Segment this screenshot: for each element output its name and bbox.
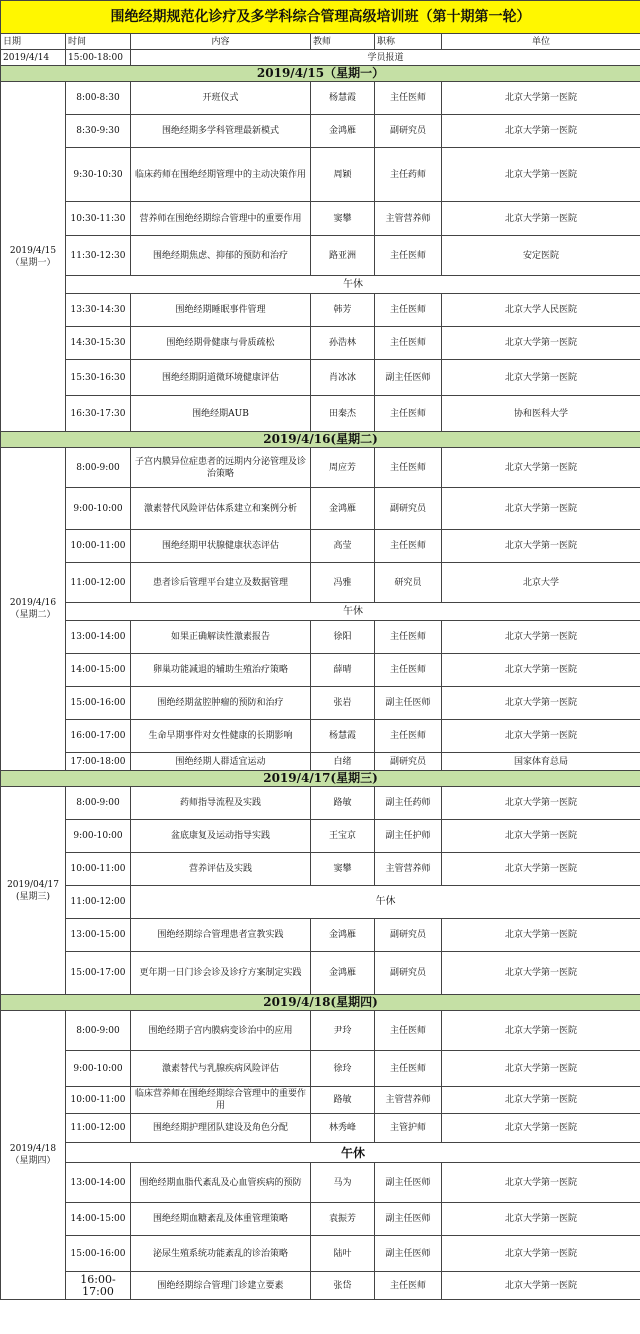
day-date: 2019/4/15 [9, 245, 57, 256]
session-content: 生命早期事件对女性健康的长期影响 [131, 720, 311, 753]
session-row [1, 396, 640, 432]
session-unit: 北京大学第一医院 [442, 148, 640, 202]
day-weekday: （星期一） [10, 257, 56, 268]
session-content: 营养师在围绝经期综合管理中的重要作用 [131, 202, 311, 236]
session-title: 主任医师 [375, 530, 442, 563]
lunch-break-time: 11:00-12:00 [66, 886, 131, 919]
session-title: 主任医师 [375, 621, 442, 654]
session-title: 副主任护师 [375, 820, 442, 853]
session-row [1, 327, 640, 360]
session-content: 药师指导流程及实践 [131, 787, 311, 820]
day-banner: 2019/4/16(星期二) [1, 432, 640, 448]
session-row [1, 720, 640, 753]
session-teacher: 薛晴 [311, 654, 375, 687]
session-unit: 北京大学第一医院 [442, 1272, 640, 1300]
session-time: 8:00-9:00 [66, 1011, 131, 1051]
lunch-break-label: 午休 [66, 276, 640, 294]
session-row [1, 787, 640, 820]
session-time: 8:00-8:30 [66, 82, 131, 115]
session-title: 主管营养师 [375, 202, 442, 236]
session-teacher: 周应芳 [311, 448, 375, 488]
session-teacher: 白绪 [311, 753, 375, 771]
session-time: 17:00-18:00 [66, 753, 131, 771]
day-date: 2019/04/17 [7, 879, 59, 890]
session-title: 主任医师 [375, 294, 442, 327]
session-row [1, 202, 640, 236]
session-content: 子宫内膜异位症患者的远期内分泌管理及诊治策略 [131, 448, 311, 488]
session-time: 9:00-10:00 [66, 1051, 131, 1087]
session-unit: 北京大学第一医院 [442, 919, 640, 952]
day-banner-row [1, 66, 640, 82]
session-content: 围绝经期护理团队建设及角色分配 [131, 1114, 311, 1143]
session-time: 9:30-10:30 [66, 148, 131, 202]
session-time: 16:00-17:00 [66, 720, 131, 753]
session-unit: 北京大学第一医院 [442, 720, 640, 753]
session-content: 围绝经期子宫内膜病变诊治中的应用 [131, 1011, 311, 1051]
session-time: 10:30-11:30 [66, 202, 131, 236]
session-content: 更年期一日门诊会诊及诊疗方案制定实践 [131, 952, 311, 995]
session-teacher: 路敏 [311, 1087, 375, 1114]
session-title: 副主任医师 [375, 360, 442, 396]
session-content: 激素替代风险评估体系建立和案例分析 [131, 488, 311, 530]
session-title: 副主任医师 [375, 1236, 442, 1272]
session-teacher: 金鸿雁 [311, 952, 375, 995]
session-row [1, 820, 640, 853]
page-title: 围绝经期规范化诊疗及多学科综合管理高级培训班（第十期第一轮） [1, 1, 640, 34]
session-time: 10:00-11:00 [66, 1087, 131, 1114]
lunch-break-row [1, 1143, 640, 1163]
session-unit: 北京大学第一医院 [442, 115, 640, 148]
session-time: 15:30-16:30 [66, 360, 131, 396]
session-time: 8:30-9:30 [66, 115, 131, 148]
session-content: 围绝经期AUB [131, 396, 311, 432]
session-title: 副主任医师 [375, 687, 442, 720]
header-time: 时间 [66, 34, 131, 50]
session-unit: 北京大学 [442, 563, 640, 603]
session-time: 16:00-17:00 [66, 1272, 131, 1300]
session-teacher: 张岱 [311, 1272, 375, 1300]
session-time: 14:00-15:00 [66, 654, 131, 687]
session-title: 主管营养师 [375, 1087, 442, 1114]
session-teacher: 杨慧霞 [311, 82, 375, 115]
session-title: 主任医师 [375, 327, 442, 360]
session-teacher: 冯雅 [311, 563, 375, 603]
session-title: 副主任医师 [375, 1203, 442, 1236]
session-title: 副主任医师 [375, 1163, 442, 1203]
header-content: 内容 [131, 34, 311, 50]
session-content: 围绝经期睡眠事件管理 [131, 294, 311, 327]
session-unit: 北京大学第一医院 [442, 448, 640, 488]
session-time: 15:00-17:00 [66, 952, 131, 995]
session-title: 主任医师 [375, 720, 442, 753]
session-row [1, 530, 640, 563]
session-row [1, 294, 640, 327]
session-title: 副研究员 [375, 753, 442, 771]
session-teacher: 田秦杰 [311, 396, 375, 432]
session-row [1, 236, 640, 276]
session-teacher: 孙浩林 [311, 327, 375, 360]
session-title: 主任医师 [375, 396, 442, 432]
session-content: 泌尿生殖系统功能紊乱的诊治策略 [131, 1236, 311, 1272]
session-content: 围绝经期多学科管理最新模式 [131, 115, 311, 148]
session-title: 主任医师 [375, 1011, 442, 1051]
session-row [1, 753, 640, 771]
session-teacher: 周颖 [311, 148, 375, 202]
session-teacher: 杨慧霞 [311, 720, 375, 753]
session-row [1, 488, 640, 530]
session-time: 9:00-10:00 [66, 488, 131, 530]
session-title: 主任医师 [375, 236, 442, 276]
session-content: 临床药师在围绝经期管理中的主动决策作用 [131, 148, 311, 202]
session-content: 围绝经期阴道微环境健康评估 [131, 360, 311, 396]
session-time: 11:30-12:30 [66, 236, 131, 276]
session-teacher: 路亚洲 [311, 236, 375, 276]
session-teacher: 肖冰冰 [311, 360, 375, 396]
session-row [1, 1163, 640, 1203]
session-unit: 北京大学人民医院 [442, 294, 640, 327]
day-date-cell [1, 787, 66, 995]
session-content: 营养评估及实践 [131, 853, 311, 886]
title-row [1, 1, 640, 34]
session-row [1, 1203, 640, 1236]
session-title: 主管营养师 [375, 853, 442, 886]
lunch-break-row [1, 603, 640, 621]
session-time: 8:00-9:00 [66, 787, 131, 820]
session-unit: 北京大学第一医院 [442, 1051, 640, 1087]
header-date: 日期 [1, 34, 66, 50]
session-title: 主管护师 [375, 1114, 442, 1143]
session-row [1, 621, 640, 654]
session-row [1, 952, 640, 995]
session-unit: 北京大学第一医院 [442, 327, 640, 360]
session-time: 16:30-17:30 [66, 396, 131, 432]
lunch-break-label: 午休 [66, 603, 640, 621]
session-time: 14:00-15:00 [66, 1203, 131, 1236]
day-banner: 2019/4/17(星期三) [1, 771, 640, 787]
day-banner: 2019/4/18(星期四) [1, 995, 640, 1011]
session-unit: 国家体育总局 [442, 753, 640, 771]
session-row [1, 687, 640, 720]
lunch-break-label: 午休 [131, 886, 640, 919]
session-title: 副研究员 [375, 952, 442, 995]
day-date-cell [1, 448, 66, 771]
session-content: 围绝经期综合管理患者宣教实践 [131, 919, 311, 952]
registration-text: 学员报道 [131, 50, 640, 66]
registration-date: 2019/4/14 [1, 50, 66, 66]
session-time: 10:00-11:00 [66, 853, 131, 886]
session-title: 主任医师 [375, 448, 442, 488]
session-unit: 北京大学第一医院 [442, 853, 640, 886]
session-unit: 北京大学第一医院 [442, 1114, 640, 1143]
session-time: 15:00-16:00 [66, 687, 131, 720]
session-teacher: 金鸿雁 [311, 115, 375, 148]
session-content: 临床营养师在围绝经期综合管理中的重要作用 [131, 1087, 311, 1114]
session-teacher: 高莹 [311, 530, 375, 563]
session-teacher: 韩芳 [311, 294, 375, 327]
session-teacher: 陆叶 [311, 1236, 375, 1272]
session-content: 围绝经期人群适宜运动 [131, 753, 311, 771]
session-unit: 北京大学第一医院 [442, 1087, 640, 1114]
day-banner-row [1, 432, 640, 448]
session-content: 激素替代与乳腺疾病风险评估 [131, 1051, 311, 1087]
session-unit: 北京大学第一医院 [442, 621, 640, 654]
session-unit: 北京大学第一医院 [442, 820, 640, 853]
session-time: 13:00-14:00 [66, 1163, 131, 1203]
day-banner-row [1, 771, 640, 787]
session-title: 副主任药师 [375, 787, 442, 820]
day-date-cell [1, 82, 66, 432]
session-time: 13:30-14:30 [66, 294, 131, 327]
session-row [1, 148, 640, 202]
day-banner-row [1, 995, 640, 1011]
session-unit: 北京大学第一医院 [442, 1011, 640, 1051]
session-title: 研究员 [375, 563, 442, 603]
session-content: 如果正确解读性激素报告 [131, 621, 311, 654]
session-content: 围绝经期血脂代紊乱及心血管疾病的预防 [131, 1163, 311, 1203]
registration-time: 15:00-18:00 [66, 50, 131, 66]
session-time: 11:00-12:00 [66, 1114, 131, 1143]
session-content: 围绝经期骨健康与骨质疏松 [131, 327, 311, 360]
session-time: 10:00-11:00 [66, 530, 131, 563]
day-weekday: (星期三) [15, 891, 51, 902]
session-title: 副研究员 [375, 115, 442, 148]
day-banner: 2019/4/15（星期一） [1, 66, 640, 82]
session-unit: 安定医院 [442, 236, 640, 276]
session-title: 主任药师 [375, 148, 442, 202]
lunch-break-row [1, 276, 640, 294]
session-row [1, 919, 640, 952]
session-row [1, 448, 640, 488]
session-time: 14:30-15:30 [66, 327, 131, 360]
session-unit: 北京大学第一医院 [442, 787, 640, 820]
session-title: 主任医师 [375, 1272, 442, 1300]
session-row [1, 115, 640, 148]
lunch-break-row [1, 886, 640, 919]
header-row [1, 34, 640, 50]
day-date: 2019/4/18 [9, 1144, 57, 1154]
session-teacher: 窦攀 [311, 202, 375, 236]
session-content: 围绝经期综合管理门诊建立要素 [131, 1272, 311, 1300]
session-time: 8:00-9:00 [66, 448, 131, 488]
session-row [1, 1236, 640, 1272]
session-unit: 北京大学第一医院 [442, 952, 640, 995]
session-content: 围绝经期焦虑、抑郁的预防和治疗 [131, 236, 311, 276]
session-row [1, 82, 640, 115]
session-teacher: 徐阳 [311, 621, 375, 654]
session-teacher: 张岩 [311, 687, 375, 720]
day-weekday: （星期四） [10, 1156, 56, 1166]
session-time: 15:00-16:00 [66, 1236, 131, 1272]
session-content: 开班仪式 [131, 82, 311, 115]
session-row [1, 360, 640, 396]
session-content: 围绝经期甲状腺健康状态评估 [131, 530, 311, 563]
session-row [1, 1114, 640, 1143]
session-content: 围绝经期盆腔肿瘤的预防和治疗 [131, 687, 311, 720]
session-title: 副研究员 [375, 919, 442, 952]
session-unit: 协和医科大学 [442, 396, 640, 432]
session-content: 卵巢功能减退的辅助生殖治疗策略 [131, 654, 311, 687]
session-title: 主任医师 [375, 82, 442, 115]
day-date: 2019/4/16 [9, 598, 57, 608]
session-unit: 北京大学第一医院 [442, 1163, 640, 1203]
session-teacher: 林秀峰 [311, 1114, 375, 1143]
session-content: 患者诊后管理平台建立及数据管理 [131, 563, 311, 603]
session-content: 盆底康复及运动指导实践 [131, 820, 311, 853]
session-unit: 北京大学第一医院 [442, 488, 640, 530]
session-row [1, 654, 640, 687]
session-unit: 北京大学第一医院 [442, 530, 640, 563]
session-teacher: 金鸿雁 [311, 919, 375, 952]
session-time: 13:00-14:00 [66, 621, 131, 654]
header-unit: 单位 [442, 34, 640, 50]
session-title: 副研究员 [375, 488, 442, 530]
header-title: 职称 [375, 34, 442, 50]
session-content: 围绝经期血糖紊乱及体重管理策略 [131, 1203, 311, 1236]
session-time: 13:00-15:00 [66, 919, 131, 952]
session-row [1, 1087, 640, 1114]
session-row [1, 1051, 640, 1087]
day-date-cell [1, 1011, 66, 1300]
session-row [1, 1272, 640, 1300]
session-unit: 北京大学第一医院 [442, 202, 640, 236]
session-teacher: 金鸿雁 [311, 488, 375, 530]
session-teacher: 徐玲 [311, 1051, 375, 1087]
day-weekday: （星期二） [10, 610, 56, 620]
session-unit: 北京大学第一医院 [442, 1203, 640, 1236]
session-teacher: 王宝京 [311, 820, 375, 853]
registration-row [1, 50, 640, 66]
session-teacher: 马为 [311, 1163, 375, 1203]
session-unit: 北京大学第一医院 [442, 654, 640, 687]
session-time: 11:00-12:00 [66, 563, 131, 603]
session-unit: 北京大学第一医院 [442, 687, 640, 720]
lunch-break-label: 午休 [66, 1143, 640, 1163]
session-title: 主任医师 [375, 1051, 442, 1087]
session-teacher: 尹玲 [311, 1011, 375, 1051]
session-unit: 北京大学第一医院 [442, 360, 640, 396]
session-teacher: 窦攀 [311, 853, 375, 886]
session-unit: 北京大学第一医院 [442, 1236, 640, 1272]
session-unit: 北京大学第一医院 [442, 82, 640, 115]
session-title: 主任医师 [375, 654, 442, 687]
session-row [1, 853, 640, 886]
session-row [1, 1011, 640, 1051]
session-teacher: 路敏 [311, 787, 375, 820]
header-teacher: 教师 [311, 34, 375, 50]
session-teacher: 袁振芳 [311, 1203, 375, 1236]
session-time: 9:00-10:00 [66, 820, 131, 853]
session-row [1, 563, 640, 603]
